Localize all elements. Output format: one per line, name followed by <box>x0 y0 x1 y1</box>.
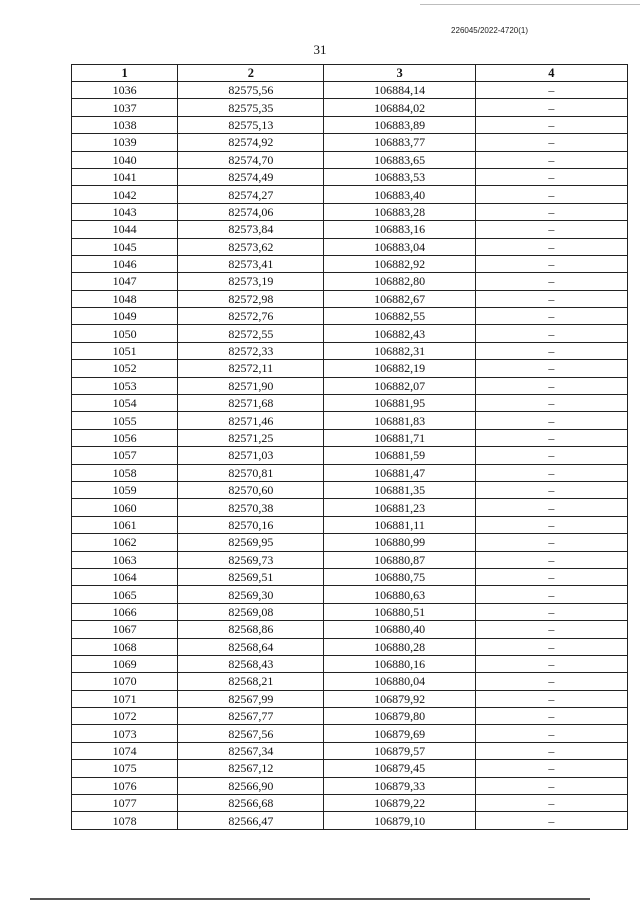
table-cell: 82569,51 <box>178 568 324 585</box>
table-row <box>72 568 628 585</box>
table-cell: 1049 <box>72 308 178 325</box>
table-cell: 82567,34 <box>178 742 324 759</box>
table-cell: 1063 <box>72 551 178 568</box>
table-cell: 106883,40 <box>324 186 475 203</box>
column-header: 1 <box>72 65 178 82</box>
table-cell: – <box>475 655 627 672</box>
table-cell: 106882,43 <box>324 325 475 342</box>
table-cell: 82571,90 <box>178 377 324 394</box>
table-cell: 1072 <box>72 708 178 725</box>
table-cell: 82566,47 <box>178 812 324 829</box>
table-cell: 1060 <box>72 499 178 516</box>
table-cell: 106883,04 <box>324 238 475 255</box>
table-cell: 82574,49 <box>178 168 324 185</box>
table-cell: – <box>475 638 627 655</box>
table-cell: 1074 <box>72 742 178 759</box>
table-cell: 82568,64 <box>178 638 324 655</box>
table-cell: 82575,35 <box>178 99 324 116</box>
table-cell: 82568,21 <box>178 673 324 690</box>
table-cell: – <box>475 342 627 359</box>
table-cell: 1042 <box>72 186 178 203</box>
table-row <box>72 777 628 794</box>
table-cell: – <box>475 621 627 638</box>
column-header: 3 <box>324 65 475 82</box>
table-cell: 106881,59 <box>324 447 475 464</box>
table-row <box>72 429 628 446</box>
table-cell: – <box>475 464 627 481</box>
table-cell: 106883,28 <box>324 203 475 220</box>
table-cell: 1045 <box>72 238 178 255</box>
table-cell: – <box>475 551 627 568</box>
table-cell: 82573,84 <box>178 221 324 238</box>
table-cell: 82570,38 <box>178 499 324 516</box>
table-row <box>72 273 628 290</box>
table-header-row <box>72 65 628 82</box>
table-cell: 1051 <box>72 342 178 359</box>
table-cell: – <box>475 760 627 777</box>
table-cell: 82569,73 <box>178 551 324 568</box>
table-cell: 82567,56 <box>178 725 324 742</box>
table-cell: 106881,23 <box>324 499 475 516</box>
table-row <box>72 638 628 655</box>
table-row <box>72 708 628 725</box>
table-cell: – <box>475 812 627 829</box>
page-number: 31 <box>313 42 327 57</box>
table-cell: – <box>475 603 627 620</box>
table-cell: – <box>475 168 627 185</box>
table-cell: – <box>475 499 627 516</box>
table-cell: – <box>475 725 627 742</box>
table-cell: 106882,80 <box>324 273 475 290</box>
table-row <box>72 516 628 533</box>
table-cell: 106879,57 <box>324 742 475 759</box>
table-cell: 106880,40 <box>324 621 475 638</box>
table-cell: – <box>475 742 627 759</box>
table-cell: 82567,12 <box>178 760 324 777</box>
table-cell: 1061 <box>72 516 178 533</box>
table-row <box>72 99 628 116</box>
table-cell: 106880,99 <box>324 534 475 551</box>
table-cell: 1076 <box>72 777 178 794</box>
table-cell: 1067 <box>72 621 178 638</box>
table-cell: – <box>475 99 627 116</box>
table-cell: 106880,51 <box>324 603 475 620</box>
table-cell: 1038 <box>72 116 178 133</box>
table-row <box>72 308 628 325</box>
table-cell: – <box>475 325 627 342</box>
table-cell: 1047 <box>72 273 178 290</box>
table-cell: 82573,41 <box>178 255 324 272</box>
table-cell: 82570,60 <box>178 481 324 498</box>
table-cell: 82571,68 <box>178 395 324 412</box>
column-header: 4 <box>475 65 627 82</box>
table-cell: 106881,95 <box>324 395 475 412</box>
table-row <box>72 360 628 377</box>
table-cell: 82574,92 <box>178 134 324 151</box>
table-row <box>72 481 628 498</box>
table-cell: 1078 <box>72 812 178 829</box>
table-cell: – <box>475 690 627 707</box>
table-row <box>72 586 628 603</box>
table-cell: 1050 <box>72 325 178 342</box>
table-row <box>72 742 628 759</box>
table-cell: 106882,67 <box>324 290 475 307</box>
table-cell: 1054 <box>72 395 178 412</box>
table-cell: 82566,90 <box>178 777 324 794</box>
table-row <box>72 655 628 672</box>
table-row <box>72 621 628 638</box>
table-row <box>72 134 628 151</box>
table-cell: – <box>475 221 627 238</box>
document-number: 226045/2022-4720(1) <box>451 26 528 35</box>
table-cell: – <box>475 360 627 377</box>
table-cell: – <box>475 412 627 429</box>
table-cell: 82572,11 <box>178 360 324 377</box>
table-cell: 106881,71 <box>324 429 475 446</box>
table-row <box>72 116 628 133</box>
table-row <box>72 151 628 168</box>
table-cell: 82575,13 <box>178 116 324 133</box>
table-cell: 106883,65 <box>324 151 475 168</box>
table-cell: – <box>475 116 627 133</box>
table-cell: 82567,99 <box>178 690 324 707</box>
table-cell: 82568,43 <box>178 655 324 672</box>
table-cell: 1070 <box>72 673 178 690</box>
table-cell: – <box>475 568 627 585</box>
table-cell: 1077 <box>72 795 178 812</box>
table-row <box>72 534 628 551</box>
table-row <box>72 203 628 220</box>
table-cell: 1040 <box>72 151 178 168</box>
table-cell: 1065 <box>72 586 178 603</box>
table-row <box>72 812 628 829</box>
table-cell: 106879,69 <box>324 725 475 742</box>
table-cell: – <box>475 151 627 168</box>
table-cell: 1039 <box>72 134 178 151</box>
table-cell: 1055 <box>72 412 178 429</box>
table-cell: 1044 <box>72 221 178 238</box>
table-body <box>72 82 628 830</box>
table-row <box>72 412 628 429</box>
table-cell: – <box>475 795 627 812</box>
table-cell: 106883,53 <box>324 168 475 185</box>
table-cell: 106882,92 <box>324 255 475 272</box>
table-cell: 1068 <box>72 638 178 655</box>
table-cell: 82569,95 <box>178 534 324 551</box>
table-cell: 106879,45 <box>324 760 475 777</box>
table-cell: 82568,86 <box>178 621 324 638</box>
table-row <box>72 325 628 342</box>
table-cell: 1043 <box>72 203 178 220</box>
table-cell: – <box>475 255 627 272</box>
table-cell: 82569,30 <box>178 586 324 603</box>
table-cell: 82572,33 <box>178 342 324 359</box>
table-cell: 1075 <box>72 760 178 777</box>
table-cell: – <box>475 238 627 255</box>
table-cell: – <box>475 290 627 307</box>
table-row <box>72 342 628 359</box>
table-cell: 82572,98 <box>178 290 324 307</box>
table-row <box>72 168 628 185</box>
table-row <box>72 551 628 568</box>
table-cell: 106881,35 <box>324 481 475 498</box>
table-cell: 1048 <box>72 290 178 307</box>
table-cell: 1046 <box>72 255 178 272</box>
table-cell: – <box>475 429 627 446</box>
table-cell: 1058 <box>72 464 178 481</box>
table-row <box>72 255 628 272</box>
table-cell: – <box>475 708 627 725</box>
table-cell: 106881,11 <box>324 516 475 533</box>
table-cell: – <box>475 186 627 203</box>
table-cell: 106882,55 <box>324 308 475 325</box>
table-cell: 82566,68 <box>178 795 324 812</box>
table-cell: – <box>475 273 627 290</box>
table-cell: 82573,19 <box>178 273 324 290</box>
column-header: 2 <box>178 65 324 82</box>
table-row <box>72 82 628 99</box>
table-cell: 1053 <box>72 377 178 394</box>
table-cell: – <box>475 516 627 533</box>
table-cell: – <box>475 203 627 220</box>
table-cell: 1059 <box>72 481 178 498</box>
table-cell: 106884,02 <box>324 99 475 116</box>
table-cell: – <box>475 377 627 394</box>
table-cell: 82569,08 <box>178 603 324 620</box>
table-cell: 82574,27 <box>178 186 324 203</box>
table-cell: 106880,16 <box>324 655 475 672</box>
table-cell: – <box>475 673 627 690</box>
table-cell: 106880,63 <box>324 586 475 603</box>
table-cell: – <box>475 308 627 325</box>
table-cell: 1056 <box>72 429 178 446</box>
bottom-rule <box>30 898 590 900</box>
table-row <box>72 464 628 481</box>
table-cell: 82570,16 <box>178 516 324 533</box>
table-cell: 82572,76 <box>178 308 324 325</box>
table-cell: – <box>475 395 627 412</box>
table-cell: – <box>475 481 627 498</box>
table-cell: 106880,28 <box>324 638 475 655</box>
table-cell: 106880,04 <box>324 673 475 690</box>
table-row <box>72 795 628 812</box>
table-cell: 1062 <box>72 534 178 551</box>
table-row <box>72 760 628 777</box>
table-cell: 82572,55 <box>178 325 324 342</box>
table-cell: 1041 <box>72 168 178 185</box>
table-row <box>72 725 628 742</box>
table-cell: – <box>475 447 627 464</box>
table-row <box>72 395 628 412</box>
table-cell: – <box>475 777 627 794</box>
table-cell: – <box>475 82 627 99</box>
table-row <box>72 447 628 464</box>
table-cell: 106879,10 <box>324 812 475 829</box>
table-cell: 1069 <box>72 655 178 672</box>
table-cell: – <box>475 134 627 151</box>
table-cell: 82567,77 <box>178 708 324 725</box>
table-cell: 82573,62 <box>178 238 324 255</box>
table-cell: 106883,16 <box>324 221 475 238</box>
table-cell: 106879,92 <box>324 690 475 707</box>
table-cell: 1057 <box>72 447 178 464</box>
table-row <box>72 377 628 394</box>
table-cell: 106879,80 <box>324 708 475 725</box>
table-row <box>72 603 628 620</box>
table-cell: 1073 <box>72 725 178 742</box>
table-cell: 1066 <box>72 603 178 620</box>
table-cell: – <box>475 586 627 603</box>
table-cell: 1036 <box>72 82 178 99</box>
table-cell: – <box>475 534 627 551</box>
table-row <box>72 499 628 516</box>
table-cell: 82571,25 <box>178 429 324 446</box>
table-cell: 82571,03 <box>178 447 324 464</box>
table-row <box>72 673 628 690</box>
table-cell: 1064 <box>72 568 178 585</box>
table-cell: 106883,89 <box>324 116 475 133</box>
table-cell: 106881,47 <box>324 464 475 481</box>
table-cell: 82574,06 <box>178 203 324 220</box>
table-row <box>72 186 628 203</box>
table-row <box>72 690 628 707</box>
table-row <box>72 238 628 255</box>
coordinates-table <box>71 64 628 830</box>
table-cell: 1052 <box>72 360 178 377</box>
table-row <box>72 221 628 238</box>
table-cell: 106879,22 <box>324 795 475 812</box>
table-cell: 106882,19 <box>324 360 475 377</box>
table-cell: 106880,75 <box>324 568 475 585</box>
table-cell: 106882,07 <box>324 377 475 394</box>
table-cell: 82575,56 <box>178 82 324 99</box>
table-row <box>72 290 628 307</box>
table-cell: 82574,70 <box>178 151 324 168</box>
top-rule <box>420 4 640 5</box>
table-cell: 106879,33 <box>324 777 475 794</box>
table-cell: 82571,46 <box>178 412 324 429</box>
table-cell: 106884,14 <box>324 82 475 99</box>
table-cell: 1071 <box>72 690 178 707</box>
table-cell: 1037 <box>72 99 178 116</box>
table-cell: 106881,83 <box>324 412 475 429</box>
table-cell: 82570,81 <box>178 464 324 481</box>
table-cell: 106880,87 <box>324 551 475 568</box>
table-cell: 106882,31 <box>324 342 475 359</box>
table-cell: 106883,77 <box>324 134 475 151</box>
